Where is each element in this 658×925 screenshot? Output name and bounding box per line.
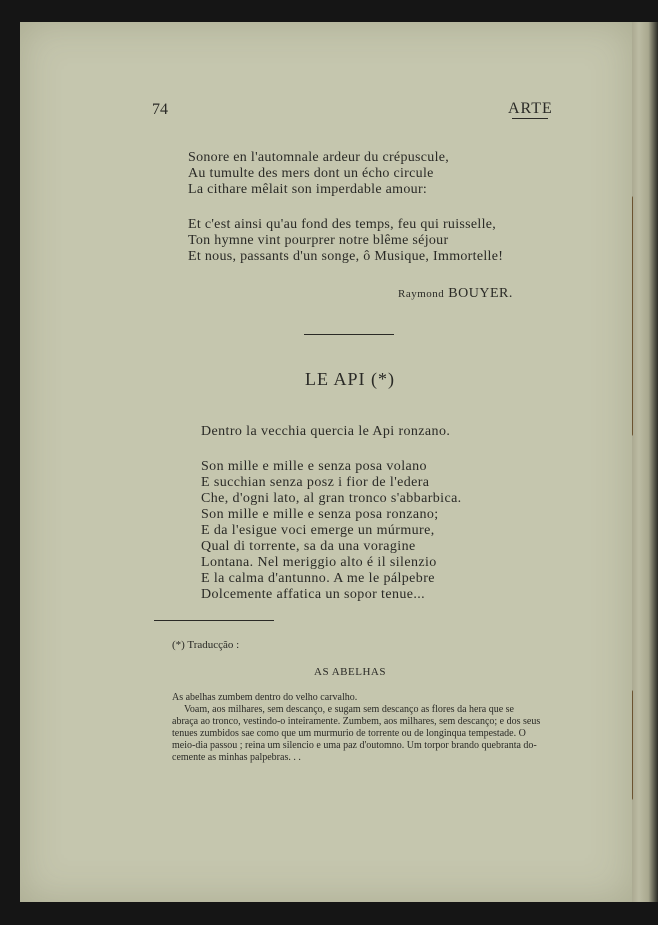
footnote-divider [154,620,274,621]
verse-line: La cithare mêlait son imperdable amour: [188,182,428,197]
section-divider [304,334,394,335]
running-title: ARTE [508,100,553,117]
french-stanza-2 [188,217,503,265]
italian-stanza [201,459,462,603]
verse-line: Son mille e mille e senza posa volano [201,459,427,474]
verse-line: E da l'esigue voci emerge un múrmure, [201,523,435,538]
signature-last-name: BOUYER. [448,286,513,301]
footnote-line: As abelhas zumbem dentro do velho carvalho. [172,692,358,703]
verse-line: E succhian senza posz i fior de l'edera [201,475,430,490]
footnote-line: abraça ao tronco, vestindo-o inteiramente. Zumbem, aos milhares, sem descanço; e dos seus [172,716,541,727]
french-stanza-1 [188,150,449,198]
poem-first-line: Dentro la vecchia quercia le Api ronzano. [201,424,451,439]
footnote-line: tenues zumbidos sae como que um murmurio de torrente ou de longinqua tempestade. O [172,728,526,739]
footnote-body [172,692,552,764]
verse-line: Son mille e mille e senza posa ronzano; [201,507,439,522]
verse-line: Dolcemente affatica un sopor tenue... [201,587,426,602]
verse-line: Lontana. Nel meriggio alto é il silenzio [201,555,437,570]
signature-first-name: Raymond [398,288,445,300]
footnote-line: cemente as minhas palpebras. . . [172,752,301,763]
poem-title: LE API (*) [305,369,395,389]
verse-line: Sonore en l'automnale ardeur du crépuscule, [188,150,450,165]
page-number: 74 [152,101,168,118]
running-title-underline [512,118,548,119]
verse-line: Au tumulte des mers dont un écho circule [188,166,434,181]
author-signature [398,286,513,302]
verse-line: Qual di torrente, sa da una voragine [201,539,416,554]
verse-line: Che, d'ogni lato, al gran tronco s'abbarbica. [201,491,462,506]
footnote-line: Voam, aos milhares, sem descanço, e sugam sem descanço as flores da hera que se [184,704,514,715]
footnote-label: (*) Traducção : [172,639,240,651]
footnote-line: meio-dia passou ; reina um silencio e uma paz d'outomno. Um torpor brando quebranta do- [172,740,537,751]
verse-line: E la calma d'antunno. A me le pálpebre [201,571,435,586]
footnote-title: AS ABELHAS [314,666,386,678]
verse-line: Et c'est ainsi qu'au fond des temps, feu qui ruisselle, [188,217,497,232]
verse-line: Et nous, passants d'un songe, ô Musique, Immortelle! [188,249,504,264]
verse-line: Ton hymne vint pourprer notre blême séjour [188,233,449,248]
